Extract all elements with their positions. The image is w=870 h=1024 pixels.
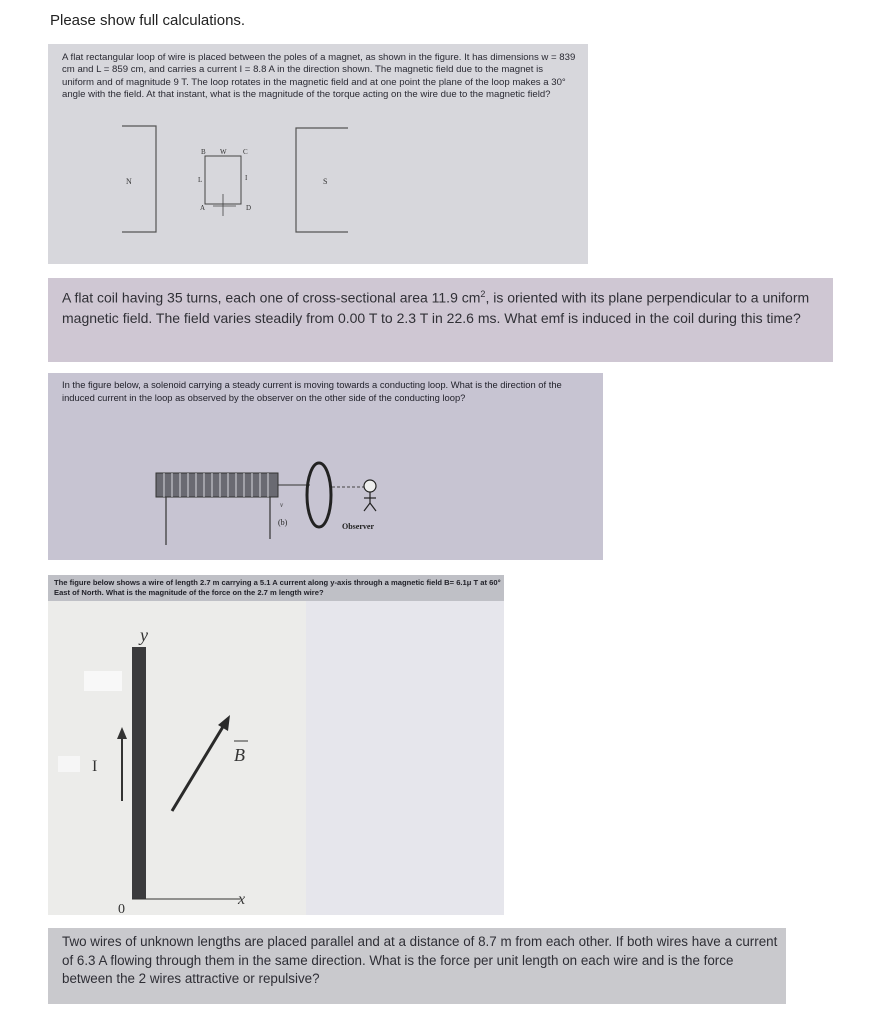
- question-5-card: [48, 928, 786, 1004]
- question-2-superscript: 2: [480, 289, 486, 299]
- side-l-label: L: [198, 176, 203, 184]
- x-axis-label: x: [238, 891, 246, 908]
- question-2-text-b: , is oriented with its plane perpendicular to a uniform magnetic field. The field varies steadily from 0.00 T to 2.3 T in 22.6 ms. What emf is induced in the coil during this time?: [62, 289, 810, 326]
- question-1-text: A flat rectangular loop of wire is placed between the poles of a magnet, as shown in the figure. It has dimensions w = 839 cm and L = 859 cm, and carries a current I = 8.8 A in the direction shown. The magnetic field due to the magnet is uniform and of magnitude 9 T. The loop rotates in the magnetic field and at one point the plane of the loop makes a 30° angle with the field. At that instant, what is the magnitude of the torque acting on the wire due to the magnetic field?: [62, 52, 576, 101]
- question-3-text: In the figure below, a solenoid carrying a steady current is moving towards a conducting loop. What is the direction of the induced current in the loop as observed by the observer on the other side of the conducting loop?: [62, 379, 562, 403]
- solenoid-figure: [48, 373, 603, 560]
- velocity-label: v: [280, 501, 284, 509]
- b-field-label: B: [234, 745, 245, 765]
- corner-d-label: D: [246, 204, 252, 212]
- observer-leg-left: [364, 503, 370, 511]
- side-w-label: W: [220, 148, 227, 156]
- current-i-label: I: [245, 174, 248, 182]
- south-pole-shape: [296, 128, 348, 232]
- north-pole-label: N: [126, 177, 132, 186]
- corner-b-label: B: [201, 148, 206, 156]
- question-4-text: The figure below shows a wire of length 2.7 m carrying a 5.1 A current along y-axis through a magnetic field B= 6.1μ T at 60° East of North. What is the magnitude of the force on the 2.7 m length wire?: [54, 578, 501, 597]
- y-axis-label: y: [140, 625, 148, 645]
- question-1-card: [48, 44, 588, 264]
- current-arrowhead: [117, 727, 127, 739]
- question-3-card: [48, 373, 603, 560]
- figure-side-area: [306, 601, 504, 915]
- origin-label: 0: [118, 902, 125, 915]
- observer-leg-right: [370, 503, 376, 511]
- current-i-label: I: [92, 758, 98, 775]
- corner-c-label: C: [243, 148, 248, 156]
- page-heading: Please show full calculations.: [50, 12, 246, 29]
- corner-a-label: A: [200, 204, 206, 212]
- question-2-card: [48, 278, 833, 362]
- question-5-text: Two wires of unknown lengths are placed parallel and at a distance of 8.7 m from each other. If both wires have a current of 6.3 A flowing through them in the same direction. What is the force per unit length on each wire and is the force between the 2 wires attractive or repulsive?: [62, 934, 778, 987]
- glare-patch: [84, 671, 122, 691]
- glare-patch-small: [58, 756, 80, 772]
- observer-head: [364, 480, 376, 492]
- question-4-card: [48, 575, 504, 915]
- question-2-text-a: A flat coil having 35 turns, each one of cross-sectional area 11.9 cm: [62, 289, 481, 306]
- magnet-loop-figure: [48, 44, 588, 264]
- south-pole-label: S: [323, 177, 328, 186]
- b-field-arrowhead: [218, 715, 230, 731]
- conducting-loop: [307, 463, 331, 527]
- b-field-arrow: [172, 725, 224, 811]
- question-2-text: [62, 284, 822, 328]
- wire-field-figure: [48, 601, 306, 915]
- figure-b-label: (b): [278, 518, 288, 527]
- observer-label: Observer: [342, 522, 374, 531]
- wire-conductor: [132, 647, 146, 899]
